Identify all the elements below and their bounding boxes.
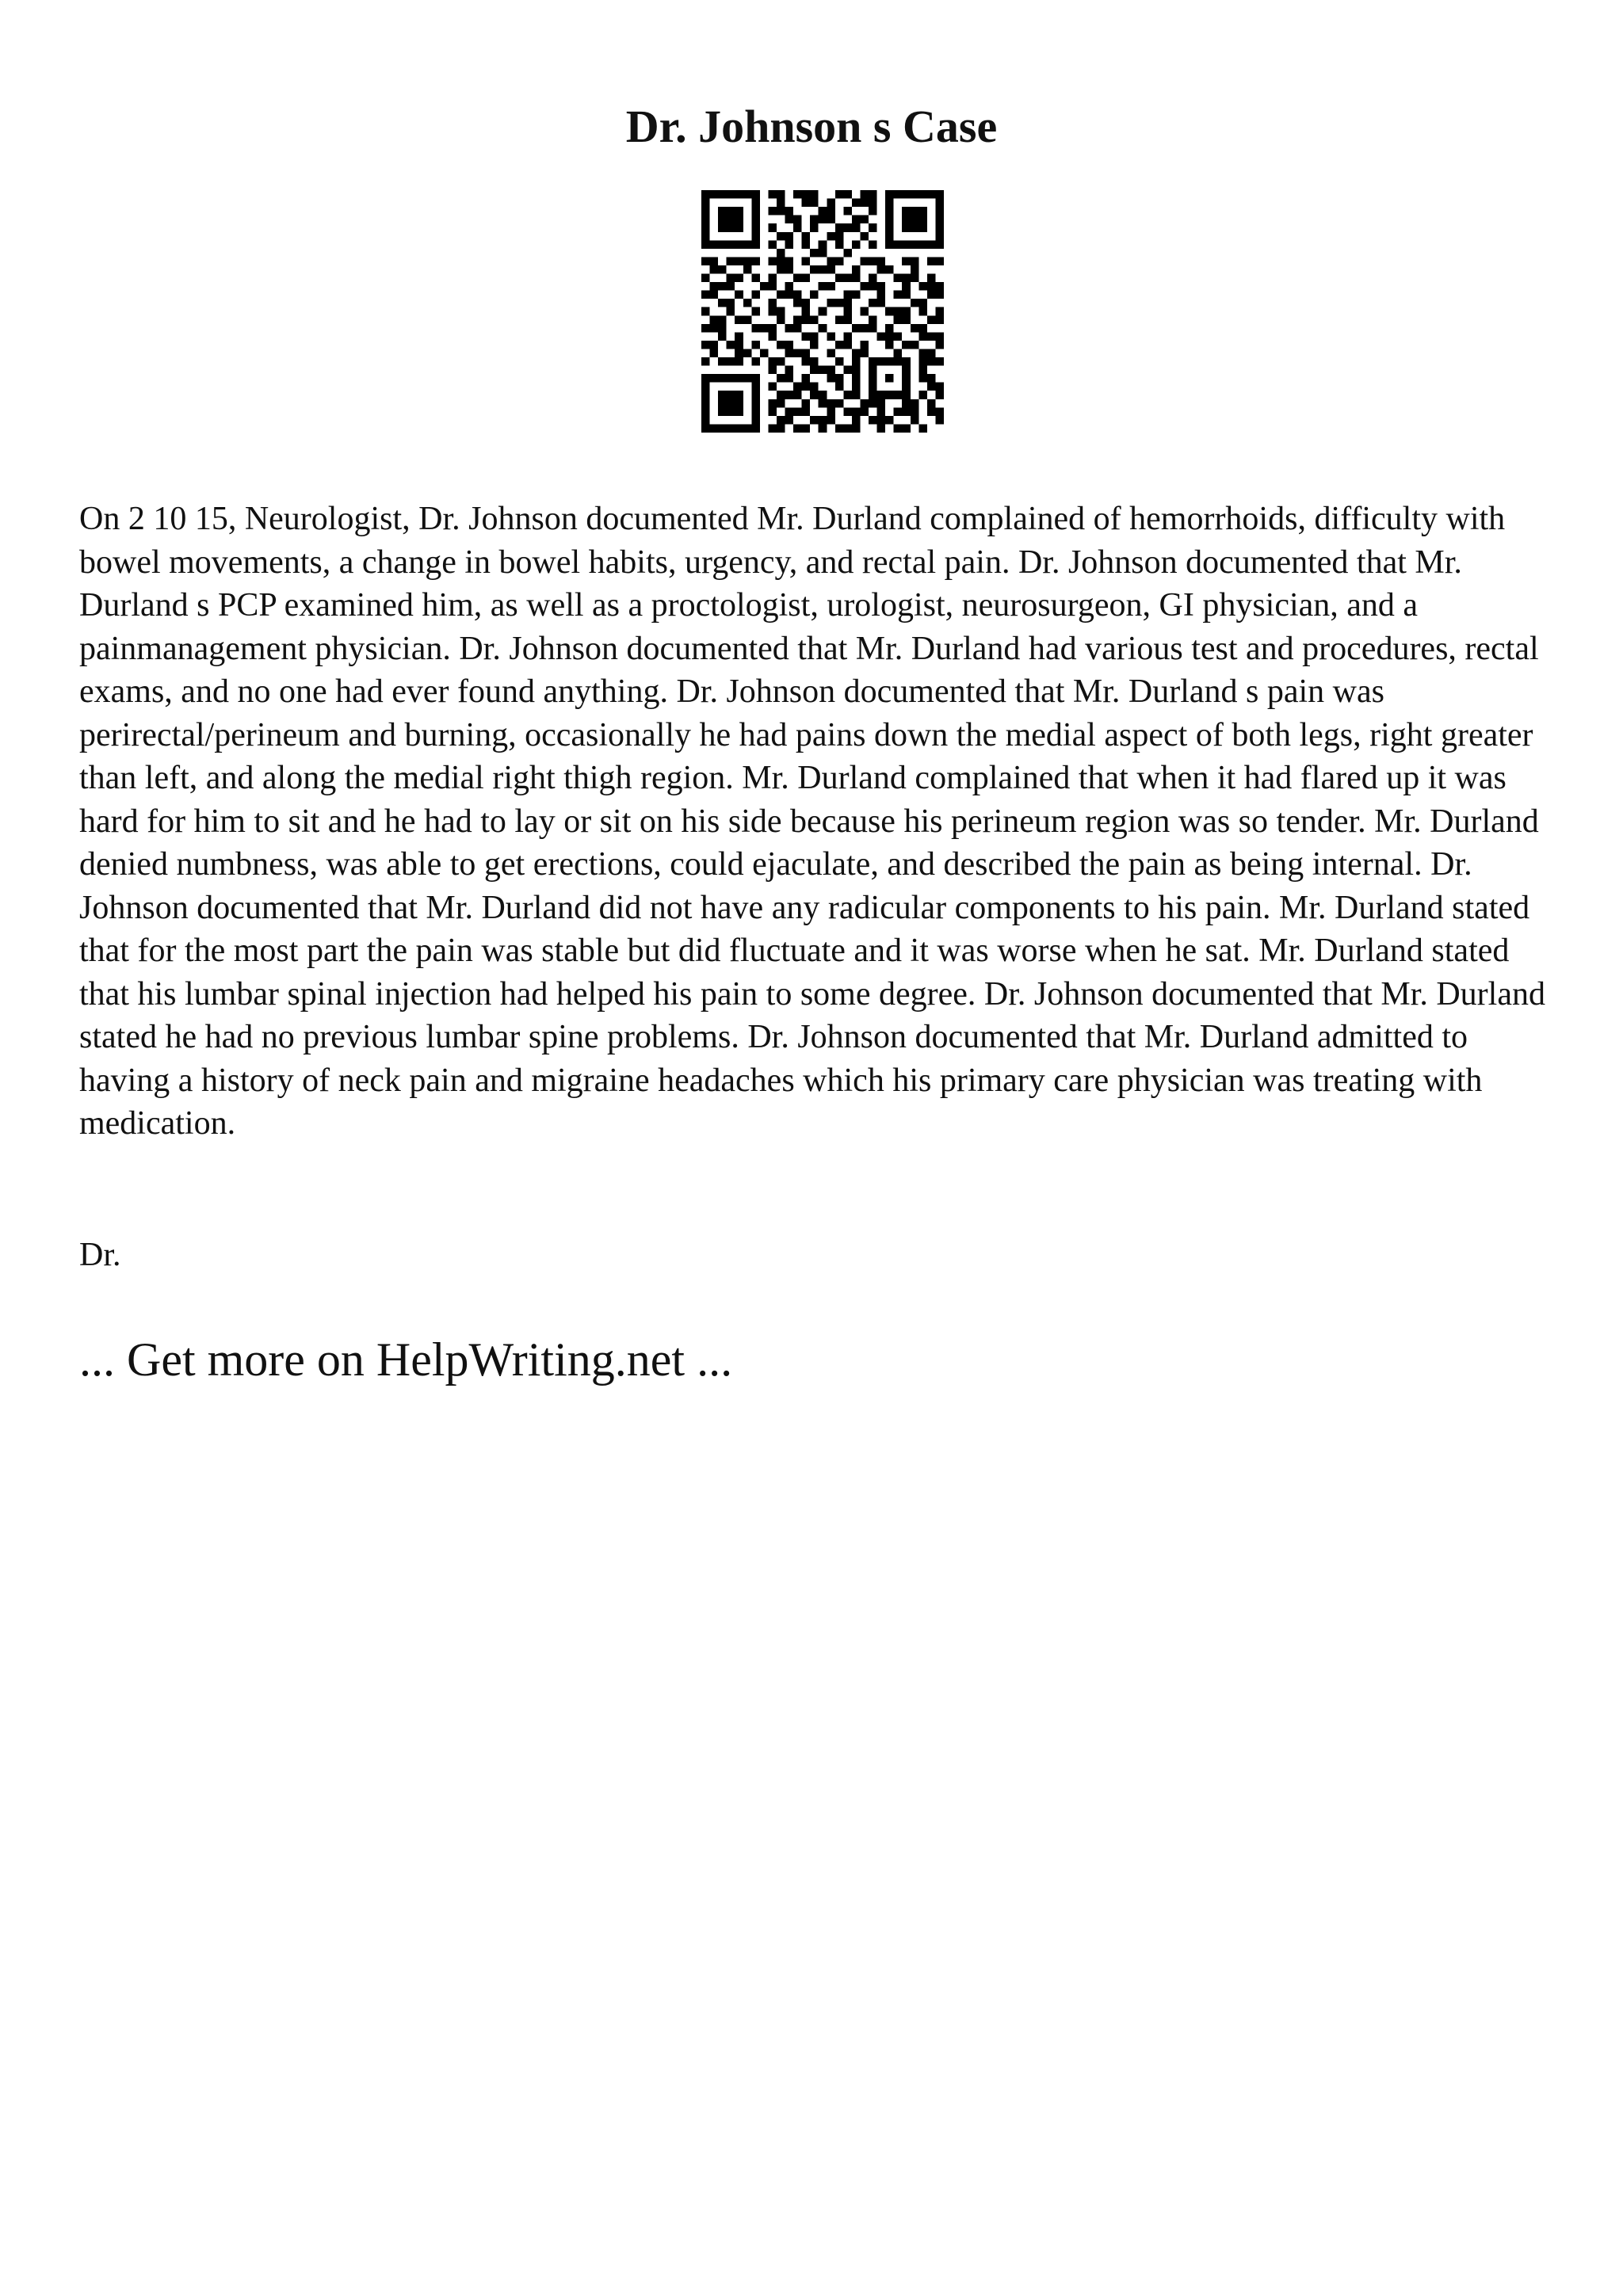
qr-code-icon [701, 190, 944, 433]
get-more-link[interactable]: ... Get more on HelpWriting.net ... [79, 1333, 733, 1386]
trailing-text: Dr. [79, 1237, 121, 1273]
case-paragraph: On 2 10 15, Neurologist, Dr. Johnson documented Mr. Durland complained of hemorrhoids, difficulty with bowel movements, a change in bowel habits, urgency, and rectal pain. Dr. Johnson documented that Mr. Durland s PCP examined him, as well as a proctologist, urologist, neurosurgeon, GI physician, and a painmanagement physician. Dr. Johnson documented that Mr. Durland had various test and procedures, rectal exams, and no one had ever found anything. Dr. Johnson documented that Mr. Durland s pain was perirectal/perineum and burning, occasionally he had pains down the medial aspect of both legs, right greater than left, and along the medial right thigh region. Mr. Durland complained that when it had flared up it was hard for him to sit and he had to lay or sit on his side because his perineum region was so tender. Mr. Durland denied numbness, was able to get erections, could ejaculate, and described the pain as being internal. Dr. Johnson documented that Mr. Durland did not have any radicular components to his pain. Mr. Durland stated that for the most part the pain was stable but did fluctuate and it was worse when he sat. Mr. Durland stated that his lumbar spinal injection had helped his pain to some degree. Dr. Johnson documented that Mr. Durland stated he had no previous lumbar spine problems. Dr. Johnson documented that Mr. Durland admitted to having a history of neck pain and migraine headaches which his primary care physician was treating with medication. [79, 501, 1545, 1142]
page-title: Dr. Johnson s Case [625, 101, 998, 152]
